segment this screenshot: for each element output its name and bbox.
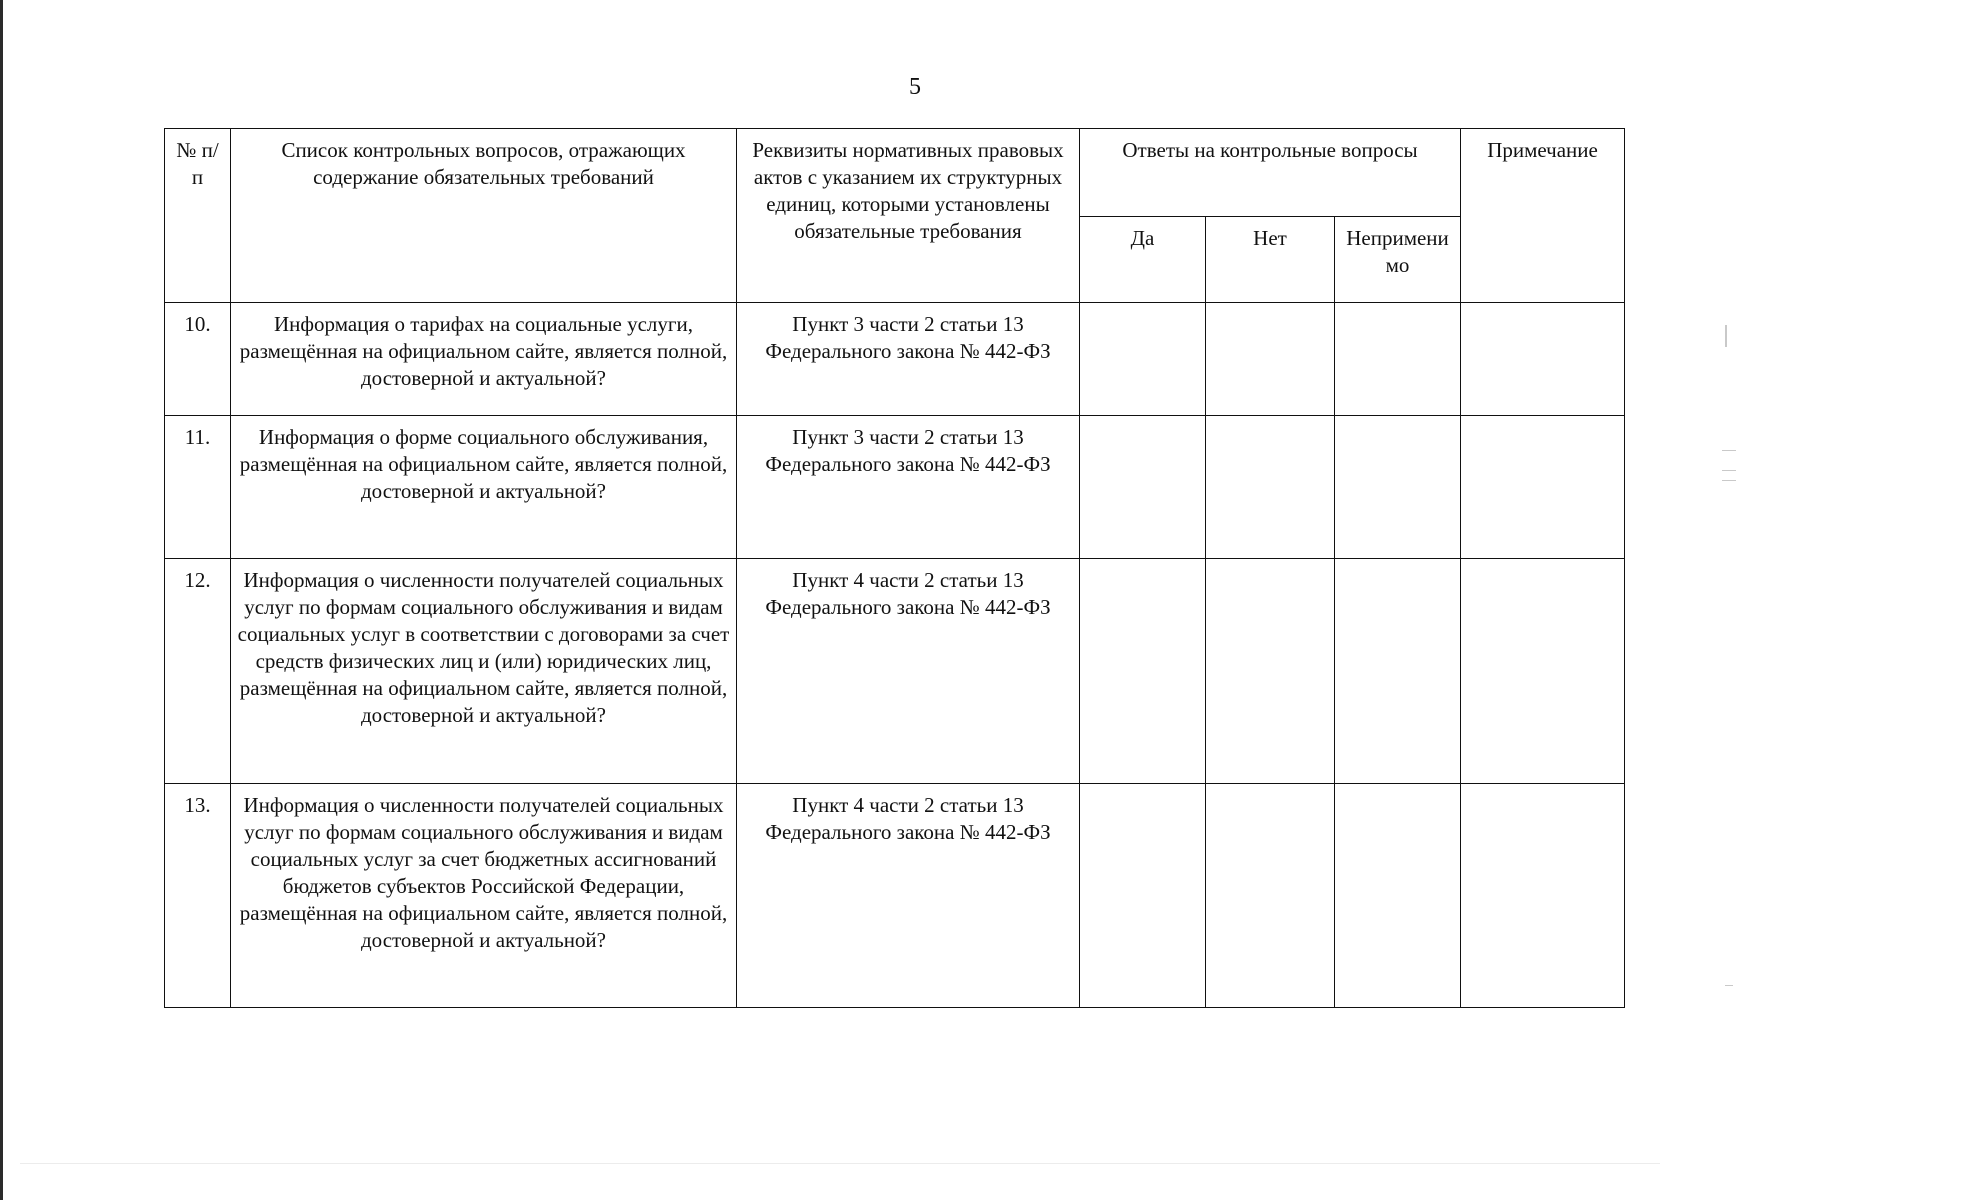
header-note: Примечание [1461, 129, 1625, 303]
answer-no-cell[interactable] [1206, 416, 1335, 559]
answer-no-cell[interactable] [1206, 303, 1335, 416]
header-question: Список контрольных вопросов, отражающих содержание обязательных требований [231, 129, 737, 303]
note-cell[interactable] [1461, 559, 1625, 784]
answer-na-cell[interactable] [1335, 416, 1461, 559]
header-not-applicable: Неприменимо [1335, 217, 1461, 303]
scan-artifact [1725, 985, 1733, 986]
table-row [165, 784, 1625, 1008]
row-requisites: Пункт 4 части 2 статьи 13 Федерального закона № 442-ФЗ [737, 559, 1080, 784]
row-requisites: Пункт 4 части 2 статьи 13 Федерального закона № 442-ФЗ [737, 784, 1080, 1008]
row-question: Информация о тарифах на социальные услуги, размещённая на официальном сайте, является полной, достоверной и актуальной? [231, 303, 737, 416]
answer-na-cell[interactable] [1335, 303, 1461, 416]
answer-no-cell[interactable] [1206, 559, 1335, 784]
header-requisites: Реквизиты нормативных правовых актов с указанием их структурных единиц, которыми установлены обязательные требования [737, 129, 1080, 303]
row-question: Информация о форме социального обслуживания, размещённая на официальном сайте, является полной, достоверной и актуальной? [231, 416, 737, 559]
table-row [165, 303, 1625, 416]
answer-no-cell[interactable] [1206, 784, 1335, 1008]
page-number: 5 [909, 74, 921, 100]
row-question: Информация о численности получателей социальных услуг по формам социального обслуживания и видам социальных услуг в соответствии с договорами за счет средств физических лиц и (или) юридических лиц, размещённая на официальном сайте, является полной, достоверной и актуальной? [231, 559, 737, 784]
row-requisites: Пункт 3 части 2 статьи 13 Федерального закона № 442-ФЗ [737, 416, 1080, 559]
header-no: Нет [1206, 217, 1335, 303]
header-num: № п/п [165, 129, 231, 303]
scan-artifact [1725, 325, 1727, 347]
answer-yes-cell[interactable] [1080, 559, 1206, 784]
table-row [165, 559, 1625, 784]
row-number: 11. [165, 416, 231, 559]
answer-yes-cell[interactable] [1080, 416, 1206, 559]
answer-yes-cell[interactable] [1080, 784, 1206, 1008]
row-number: 10. [165, 303, 231, 416]
scan-artifact [1722, 480, 1736, 481]
row-requisites: Пункт 3 части 2 статьи 13 Федерального закона № 442-ФЗ [737, 303, 1080, 416]
answer-na-cell[interactable] [1335, 559, 1461, 784]
answer-yes-cell[interactable] [1080, 303, 1206, 416]
answer-na-cell[interactable] [1335, 784, 1461, 1008]
scan-artifact [1722, 470, 1736, 471]
note-cell[interactable] [1461, 303, 1625, 416]
row-number: 12. [165, 559, 231, 784]
note-cell[interactable] [1461, 784, 1625, 1008]
checklist-table [164, 128, 1625, 1008]
scan-artifact [20, 1163, 1660, 1164]
row-question: Информация о численности получателей социальных услуг по формам социального обслуживания и видам социальных услуг за счет бюджетных ассигнований бюджетов субъектов Российской Федерации, размещённая на официальном сайте, является полной, достоверной и актуальной? [231, 784, 737, 1008]
table-row [165, 416, 1625, 559]
row-number: 13. [165, 784, 231, 1008]
header-answers: Ответы на контрольные вопросы [1080, 129, 1461, 217]
header-yes: Да [1080, 217, 1206, 303]
scan-artifact [1722, 450, 1736, 451]
note-cell[interactable] [1461, 416, 1625, 559]
page-edge [0, 0, 3, 1200]
